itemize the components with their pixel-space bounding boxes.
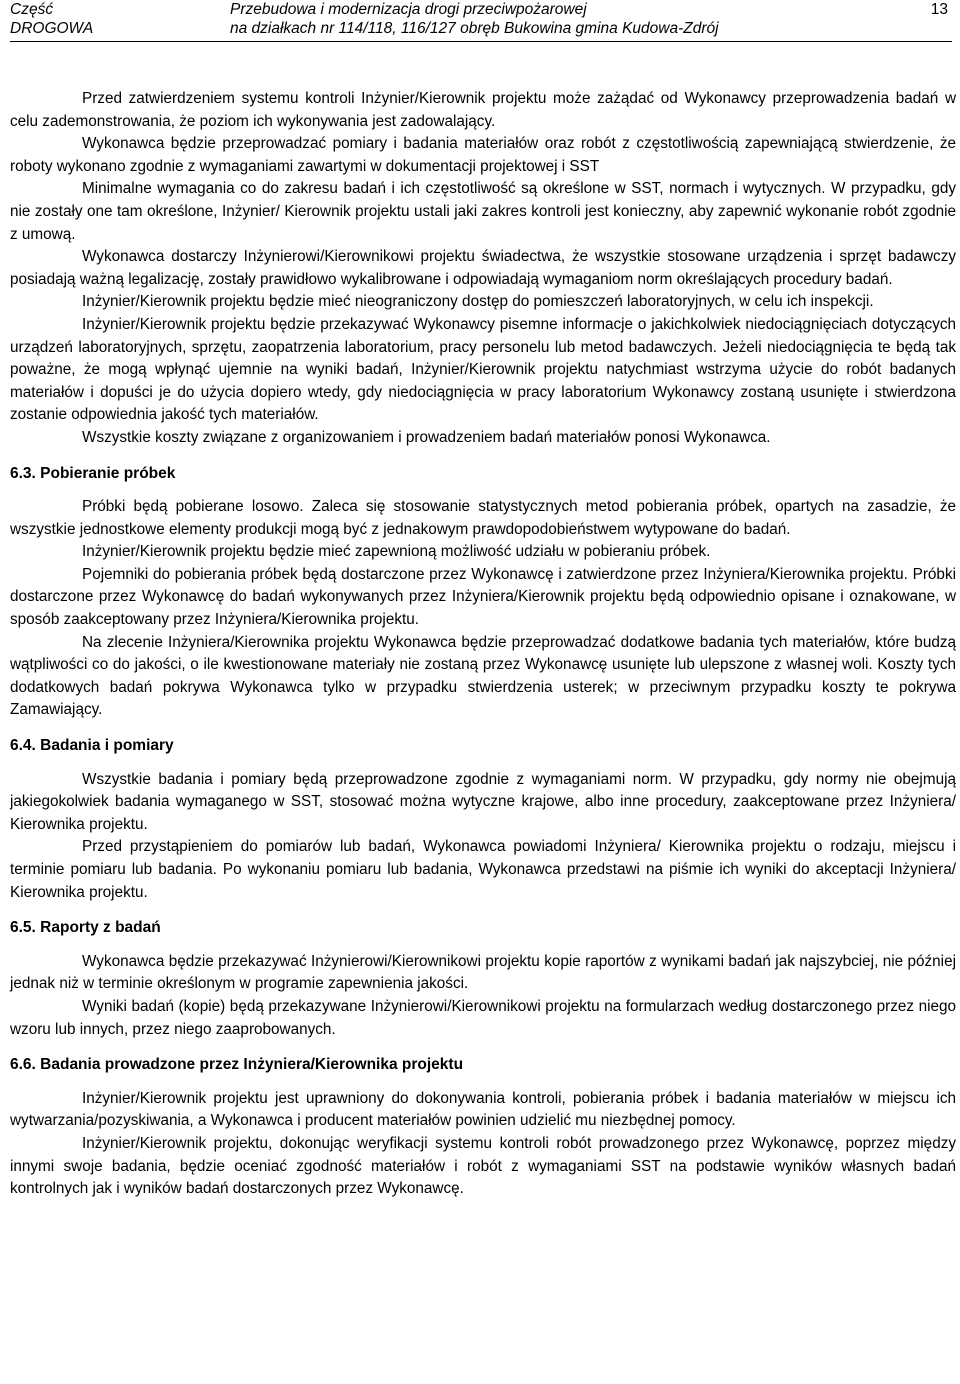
section-heading: 6.4. Badania i pomiary bbox=[10, 737, 174, 755]
page-header bbox=[0, 0, 960, 44]
paragraph: Wyniki badań (kopie) będą przekazywane Inżynierowi/Kierownikowi projektu na formularzach według dostarczonego przez niego wzoru lub innych, przez niego zaaprobowanych. bbox=[10, 997, 956, 1038]
header-divider bbox=[10, 41, 952, 42]
paragraph: Pojemniki do pobierania próbek będą dostarczone przez Wykonawcę i zatwierdzone przez Inżyniera/Kierownika projektu. Próbki dostarczone przez Wykonawcę do badań wykonywanych przez Inżyniera/Kierownik projektu będą odpowiednio opisane i oznakowane, w sposób zaakceptowany przez Inżyniera/Kierownika projektu. bbox=[10, 565, 956, 629]
paragraph: Inżynier/Kierownik projektu, dokonując weryfikacji systemu kontroli robót prowadzonego przez Wykonawcę, poprzez między innymi swoje badania, będzie oceniać zgodność materiałów i robót z wymaganiami SST na podstawie wyników własnych badań kontrolnych jak i wyników badań dostarczonych przez Wykonawcę. bbox=[10, 1134, 956, 1198]
paragraph: Wszystkie koszty związane z organizowaniem i prowadzeniem badań materiałów ponosi Wykonawca. bbox=[82, 428, 771, 446]
paragraph: Próbki będą pobierane losowo. Zaleca się stosowanie statystycznych metod pobierania próbek, opartych na zasadzie, że wszystkie jednostkowe elementy produkcji mogą być z jednakowym prawdopodobieństwem wytypowane do badań. bbox=[10, 498, 956, 538]
paragraph: Wykonawca będzie przeprowadzać pomiary i badania materiałów oraz robót z częstotliwością zapewniającą stwierdzenie, że roboty wykonano zgodnie z wymaganiami zawartymi w dokumentacji projektowej i SST bbox=[10, 135, 956, 175]
paragraph: Przed przystąpieniem do pomiarów lub badań, Wykonawca powiadomi Inżyniera/ Kierownika projektu o rodzaju, miejscu i terminie pomiaru lub badania. Po wykonaniu pomiaru lub badania, Wykonawca przedstawi na piśmie ich wyniki do akceptacji Inżyniera/ Kierownika projektu. bbox=[10, 838, 956, 901]
paragraph: Inżynier/Kierownik projektu będzie przekazywać Wykonawcy pisemne informacje o jakichkolwiek niedociągnięciach dotyczących urządzeń laboratoryjnych, sprzętu, zaopatrzenia laboratorium, pracy personelu lub metod badawczych. Jeżeli niedociągnięcia te będą tak poważne, że mogą wpłynąć ujemnie na wyniki badań, Inżynier/Kierownik projektu natychmiast wstrzyma użycie do robót badanych materiałów i dopuści je do użycia dopiero wtedy, gdy niedociągnięcia w pracy laboratorium Wykonawcy zostaną usunięte i stwierdzona zostanie odpowiednia jakość tych materiałów. bbox=[10, 315, 956, 424]
paragraph: Inżynier/Kierownik projektu będzie mieć zapewnioną możliwość udziału w pobieraniu próbek. bbox=[82, 543, 711, 561]
paragraph: Wykonawca będzie przekazywać Inżynierowi/Kierownikowi projektu kopie raportów z wynikami badań jak najszybciej, nie później jednak niż w terminie określonym w programie zapewnienia jakości. bbox=[10, 952, 956, 993]
paragraph: Przed zatwierdzeniem systemu kontroli Inżynier/Kierownik projektu może zażądać od Wykonawcy przeprowadzenia badań w celu zademonstrowania, że poziom ich wykonywania jest zadowalający. bbox=[10, 90, 956, 130]
paragraph: Wykonawca dostarczy Inżynierowi/Kierownikowi projektu świadectwa, że wszystkie stosowane urządzenia i sprzęt badawczy posiadają ważną legalizację, zostały prawidłowo wykalibrowane i odpowiadają wymaganiom norm określających procedury badań. bbox=[10, 248, 956, 288]
paragraph: Minimalne wymagania co do zakresu badań i ich częstotliwość są określone w SST, normach i wytycznych. W przypadku, gdy nie zostały one tam określone, Inżynier/ Kierownik projektu ustali jaki zakres kontroli jest konieczny, aby zapewnić wykonanie robót zgodnie z umową. bbox=[10, 180, 956, 243]
header-part-label: Część bbox=[10, 1, 54, 18]
section-heading: 6.5. Raporty z badań bbox=[10, 919, 161, 937]
header-part-name: DROGOWA bbox=[10, 20, 94, 37]
header-project-location: na działkach nr 114/118, 116/127 obręb Bukowina gmina Kudowa-Zdrój bbox=[230, 20, 719, 37]
paragraph: Na zlecenie Inżyniera/Kierownika projektu Wykonawca będzie przeprowadzać dodatkowe badania tych materiałów, które budzą wątpliwości co do jakości, o ile kwestionowane materiały nie zostaną przez Wykonawcę usunięte lub ulepszone z własnej woli. Koszty tych dodatkowych badań pokrywa Wykonawca tylko w przypadku stwierdzenia usterek; w przeciwnym przypadku koszty te pokrywa Zamawiający. bbox=[10, 633, 956, 719]
paragraph: Inżynier/Kierownik projektu będzie mieć nieograniczony dostęp do pomieszczeń laboratoryjnych, w celu ich inspekcji. bbox=[82, 293, 874, 311]
header-project-title: Przebudowa i modernizacja drogi przeciwpożarowej bbox=[230, 1, 587, 18]
page-number: 13 bbox=[930, 1, 948, 18]
document-body bbox=[10, 88, 956, 1201]
section-heading: 6.3. Pobieranie próbek bbox=[10, 464, 176, 482]
paragraph: Inżynier/Kierownik projektu jest uprawniony do dokonywania kontroli, pobierania próbek i badania materiałów w miejscu ich wytwarzania/pozyskiwania, a Wykonawca i producent materiałów powinien udzielić mu niezbędnej pomocy. bbox=[10, 1089, 956, 1130]
section-heading: 6.6. Badania prowadzone przez Inżyniera/Kierownika projektu bbox=[10, 1056, 464, 1074]
paragraph: Wszystkie badania i pomiary będą przeprowadzone zgodnie z wymaganiami norm. W przypadku, gdy normy nie obejmują jakiegokolwiek badania wymaganego w SST, stosować można wytyczne krajowe, albo inne procedury, zaakceptowane przez Inżyniera/ Kierownika projektu. bbox=[10, 770, 956, 833]
